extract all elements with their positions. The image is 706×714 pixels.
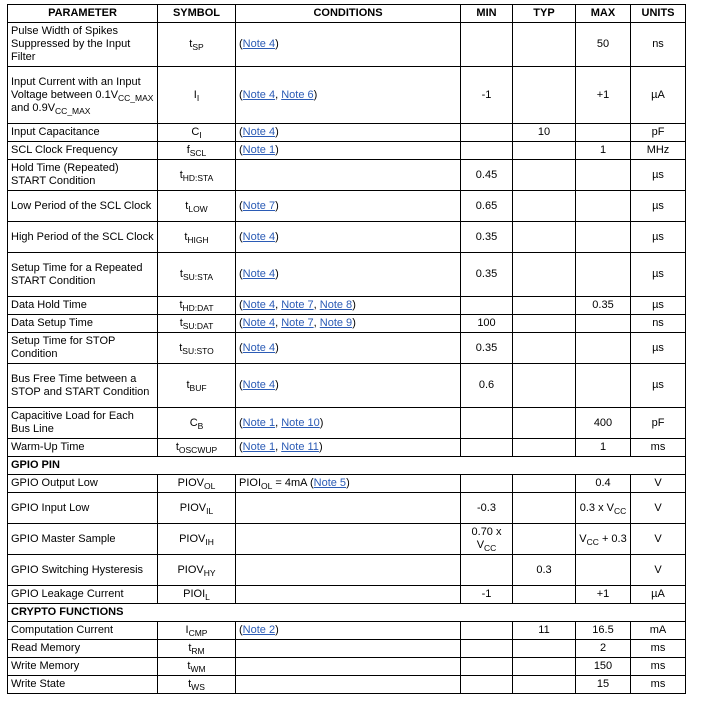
parameter-cell: Low Period of the SCL Clock <box>8 191 158 222</box>
note-link[interactable]: Note 4 <box>242 88 276 101</box>
section-row <box>8 604 686 622</box>
units-cell: V <box>631 524 686 555</box>
conditions-cell <box>236 658 461 676</box>
note-link[interactable]: Note 11 <box>281 441 319 453</box>
note-link[interactable]: Note 4 <box>242 379 276 391</box>
units-cell: µs <box>631 160 686 191</box>
max-cell: +1 <box>576 586 631 604</box>
table-row <box>8 622 686 640</box>
max-cell <box>576 333 631 364</box>
typ-cell <box>513 297 576 315</box>
conditions-cell: (Note 4) <box>236 124 461 142</box>
min-cell <box>461 439 513 457</box>
symbol-cell: $t_{WM}$ <box>158 658 236 676</box>
section-row <box>8 457 686 475</box>
parameter-cell: Computation Current <box>8 622 158 640</box>
parameter-cell: Read Memory <box>8 640 158 658</box>
note-link[interactable]: Note 7 <box>281 317 314 329</box>
symbol-cell: $I_{CMP}$ <box>158 622 236 640</box>
table-row <box>8 315 686 333</box>
note-link[interactable]: Note 2 <box>242 624 276 636</box>
parameter-cell: Setup Time for STOP Condition <box>8 333 158 364</box>
max-cell <box>576 555 631 586</box>
conditions-cell <box>236 160 461 191</box>
header-symbol: SYMBOL <box>158 5 236 23</box>
symbol-cell: $t_{SU:STO}$ <box>158 333 236 364</box>
note-link[interactable]: Note 4 <box>242 230 276 243</box>
max-cell: 1 <box>576 439 631 457</box>
parameter-cell: Data Hold Time <box>8 297 158 315</box>
units-cell: ms <box>631 658 686 676</box>
max-cell: 50 <box>576 23 631 67</box>
note-link[interactable]: Note 4 <box>242 126 276 138</box>
parameter-cell: Input Current with an Input Voltage between $0.1V_{CC\_MAX}$ and $0.9V_{CC\_MAX}$ <box>8 67 158 124</box>
table-row <box>8 658 686 676</box>
symbol-cell: $PIOV_{IL}$ <box>158 493 236 524</box>
table-body <box>8 23 686 694</box>
typ-cell: 10 <box>513 124 576 142</box>
max-cell <box>576 253 631 297</box>
typ-cell <box>513 23 576 67</box>
conditions-cell: (Note 4) <box>236 333 461 364</box>
conditions-cell: (Note 4) <box>236 253 461 297</box>
conditions-cell: (Note 4) <box>236 364 461 408</box>
header-min: MIN <box>461 5 513 23</box>
conditions-cell: (Note 1, Note 11) <box>236 439 461 457</box>
min-cell <box>461 142 513 160</box>
min-cell <box>461 23 513 67</box>
min-cell: 0.45 <box>461 160 513 191</box>
conditions-cell <box>236 524 461 555</box>
parameter-cell: Warm-Up Time <box>8 439 158 457</box>
table-header-row <box>8 5 686 23</box>
symbol-cell: $t_{RM}$ <box>158 640 236 658</box>
min-cell <box>461 622 513 640</box>
symbol-cell: $t_{HIGH}$ <box>158 222 236 253</box>
max-cell: 15 <box>576 676 631 694</box>
min-cell <box>461 297 513 315</box>
table-row <box>8 555 686 586</box>
min-cell <box>461 475 513 493</box>
parameter-cell: GPIO Output Low <box>8 475 158 493</box>
min-cell: -0.3 <box>461 493 513 524</box>
typ-cell <box>513 439 576 457</box>
symbol-cell: $t_{WS}$ <box>158 676 236 694</box>
parameter-cell: Write Memory <box>8 658 158 676</box>
note-link[interactable]: Note 7 <box>242 199 276 212</box>
max-cell: 2 <box>576 640 631 658</box>
parameter-cell: Bus Free Time between a STOP and START Condition <box>8 364 158 408</box>
max-cell <box>576 124 631 142</box>
symbol-cell: $t_{HD:STA}$ <box>158 160 236 191</box>
min-cell: 0.35 <box>461 333 513 364</box>
max-cell: 1 <box>576 142 631 160</box>
max-cell <box>576 191 631 222</box>
typ-cell <box>513 640 576 658</box>
typ-cell <box>513 364 576 408</box>
table-row <box>8 493 686 524</box>
symbol-cell: $PIOI_L$ <box>158 586 236 604</box>
note-link[interactable]: Note 4 <box>242 341 276 354</box>
symbol-cell: $t_{BUF}$ <box>158 364 236 408</box>
header-max: MAX <box>576 5 631 23</box>
min-cell <box>461 640 513 658</box>
min-cell: -1 <box>461 67 513 124</box>
parameter-cell: Pulse Width of Spikes Suppressed by the Input Filter <box>8 23 158 67</box>
conditions-cell <box>236 493 461 524</box>
note-link[interactable]: Note 8 <box>319 299 353 311</box>
max-cell: +1 <box>576 67 631 124</box>
max-cell <box>576 222 631 253</box>
table-row <box>8 191 686 222</box>
section-heading: GPIO PIN <box>8 457 686 475</box>
min-cell <box>461 555 513 586</box>
parameter-cell: Hold Time (Repeated) START Condition <box>8 160 158 191</box>
parameter-cell: GPIO Master Sample <box>8 524 158 555</box>
table-row <box>8 586 686 604</box>
conditions-cell: $PIOI_{OL} = 4mA$ (Note 5) <box>236 475 461 493</box>
table-row <box>8 524 686 555</box>
conditions-cell: (Note 4) <box>236 23 461 67</box>
max-cell <box>576 364 631 408</box>
table-row <box>8 160 686 191</box>
table-row <box>8 67 686 124</box>
note-link[interactable]: Note 4 <box>242 268 276 280</box>
units-cell: µs <box>631 297 686 315</box>
table-row <box>8 640 686 658</box>
min-cell: -1 <box>461 586 513 604</box>
typ-cell <box>513 333 576 364</box>
symbol-cell: $t_{HD:DAT}$ <box>158 297 236 315</box>
header-conditions: CONDITIONS <box>236 5 461 23</box>
parameter-cell: Setup Time for a Repeated START Condition <box>8 253 158 297</box>
typ-cell <box>513 676 576 694</box>
min-cell: 100 <box>461 315 513 333</box>
min-cell: 0.35 <box>461 222 513 253</box>
typ-cell <box>513 658 576 676</box>
parameter-cell: Data Setup Time <box>8 315 158 333</box>
units-cell: ms <box>631 439 686 457</box>
table-row <box>8 23 686 67</box>
note-link[interactable]: Note 7 <box>281 299 314 311</box>
table-row <box>8 439 686 457</box>
units-cell: µs <box>631 222 686 253</box>
symbol-cell: $C_B$ <box>158 408 236 439</box>
parameter-cell: Write State <box>8 676 158 694</box>
note-link[interactable]: Note 1 <box>242 416 276 429</box>
units-cell: MHz <box>631 142 686 160</box>
units-cell: µs <box>631 191 686 222</box>
units-cell: µA <box>631 67 686 124</box>
min-cell <box>461 658 513 676</box>
units-cell: ms <box>631 640 686 658</box>
units-cell: mA <box>631 622 686 640</box>
symbol-cell: $t_{SU:DAT}$ <box>158 315 236 333</box>
symbol-cell: $PIOV_{OL}$ <box>158 475 236 493</box>
max-cell: 0.3 x $V_{CC}$ <box>576 493 631 524</box>
table-row <box>8 364 686 408</box>
table-row <box>8 676 686 694</box>
max-cell: 0.35 <box>576 297 631 315</box>
table-row <box>8 297 686 315</box>
table-row <box>8 253 686 297</box>
parameter-cell: Capacitive Load for Each Bus Line <box>8 408 158 439</box>
note-link[interactable]: Note 5 <box>313 477 347 489</box>
parameter-cell: GPIO Switching Hysteresis <box>8 555 158 586</box>
conditions-cell: (Note 7) <box>236 191 461 222</box>
units-cell: µs <box>631 333 686 364</box>
typ-cell <box>513 315 576 333</box>
conditions-cell: (Note 4, Note 6) <box>236 67 461 124</box>
typ-cell <box>513 253 576 297</box>
min-cell <box>461 408 513 439</box>
parameter-cell: Input Capacitance <box>8 124 158 142</box>
min-cell: 0.35 <box>461 253 513 297</box>
max-cell <box>576 315 631 333</box>
symbol-cell: $f_{SCL}$ <box>158 142 236 160</box>
note-link[interactable]: Note 9 <box>319 317 353 329</box>
conditions-cell: (Note 4, Note 7, Note 9) <box>236 315 461 333</box>
units-cell: V <box>631 555 686 586</box>
symbol-cell: $I_I$ <box>158 67 236 124</box>
parameter-cell: High Period of the SCL Clock <box>8 222 158 253</box>
section-heading: CRYPTO FUNCTIONS <box>8 604 686 622</box>
symbol-cell: $t_{SU:STA}$ <box>158 253 236 297</box>
symbol-cell: $PIOV_{HY}$ <box>158 555 236 586</box>
parameter-cell: GPIO Leakage Current <box>8 586 158 604</box>
typ-cell <box>513 142 576 160</box>
typ-cell <box>513 475 576 493</box>
min-cell <box>461 676 513 694</box>
conditions-cell <box>236 586 461 604</box>
min-cell: 0.65 <box>461 191 513 222</box>
typ-cell <box>513 67 576 124</box>
min-cell <box>461 124 513 142</box>
typ-cell: 0.3 <box>513 555 576 586</box>
conditions-cell: (Note 1) <box>236 142 461 160</box>
note-link[interactable]: Note 10 <box>281 416 320 429</box>
max-cell: 16.5 <box>576 622 631 640</box>
typ-cell: 11 <box>513 622 576 640</box>
note-link[interactable]: Note 1 <box>242 441 276 453</box>
symbol-cell: $t_{LOW}$ <box>158 191 236 222</box>
table-row <box>8 408 686 439</box>
typ-cell <box>513 191 576 222</box>
header-parameter: PARAMETER <box>8 5 158 23</box>
typ-cell <box>513 408 576 439</box>
max-cell: 400 <box>576 408 631 439</box>
table-row <box>8 333 686 364</box>
note-link[interactable]: Note 1 <box>242 144 276 156</box>
symbol-cell: $t_{SP}$ <box>158 23 236 67</box>
units-cell: pF <box>631 124 686 142</box>
typ-cell <box>513 493 576 524</box>
note-link[interactable]: Note 4 <box>242 317 276 329</box>
electrical-characteristics-table <box>7 4 686 694</box>
conditions-cell <box>236 640 461 658</box>
units-cell: µs <box>631 253 686 297</box>
note-link[interactable]: Note 4 <box>242 299 276 311</box>
conditions-cell: (Note 4, Note 7, Note 8) <box>236 297 461 315</box>
conditions-cell <box>236 555 461 586</box>
conditions-cell <box>236 676 461 694</box>
symbol-cell: $C_I$ <box>158 124 236 142</box>
symbol-cell: $PIOV_{IH}$ <box>158 524 236 555</box>
typ-cell <box>513 586 576 604</box>
table-row <box>8 142 686 160</box>
units-cell: ns <box>631 23 686 67</box>
note-link[interactable]: Note 4 <box>242 38 276 50</box>
table-row <box>8 222 686 253</box>
note-link[interactable]: Note 6 <box>281 88 314 101</box>
units-cell: µs <box>631 364 686 408</box>
units-cell: ns <box>631 315 686 333</box>
min-cell: 0.6 <box>461 364 513 408</box>
conditions-cell: (Note 4) <box>236 222 461 253</box>
typ-cell <box>513 524 576 555</box>
units-cell: V <box>631 475 686 493</box>
header-typ: TYP <box>513 5 576 23</box>
max-cell <box>576 160 631 191</box>
max-cell: 150 <box>576 658 631 676</box>
header-units: UNITS <box>631 5 686 23</box>
units-cell: µA <box>631 586 686 604</box>
symbol-cell: $t_{OSCWUP}$ <box>158 439 236 457</box>
parameter-cell: SCL Clock Frequency <box>8 142 158 160</box>
units-cell: ms <box>631 676 686 694</box>
units-cell: V <box>631 493 686 524</box>
table-row <box>8 124 686 142</box>
min-cell: 0.70 x $V_{CC}$ <box>461 524 513 555</box>
conditions-cell: (Note 1, Note 10) <box>236 408 461 439</box>
table-row <box>8 475 686 493</box>
max-cell: $V_{CC} + 0.3$ <box>576 524 631 555</box>
units-cell: pF <box>631 408 686 439</box>
typ-cell <box>513 222 576 253</box>
typ-cell <box>513 160 576 191</box>
max-cell: 0.4 <box>576 475 631 493</box>
parameter-cell: GPIO Input Low <box>8 493 158 524</box>
conditions-cell: (Note 2) <box>236 622 461 640</box>
